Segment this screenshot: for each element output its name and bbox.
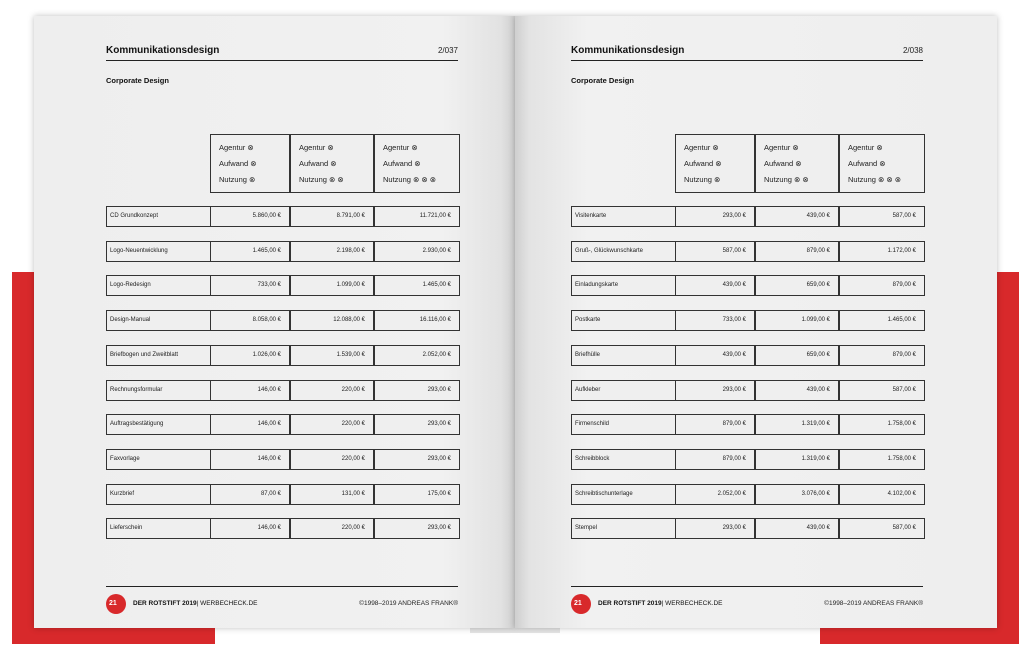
price-value: 293,00 € [427, 421, 451, 428]
price-value: 293,00 € [722, 213, 746, 219]
table-row [571, 310, 923, 331]
price-cell-2 [755, 449, 839, 470]
price-value: 220,00 € [341, 421, 365, 428]
price-value: 587,00 € [722, 247, 746, 254]
cover-red-band-right [997, 272, 1019, 644]
price-cell-2 [755, 518, 839, 539]
package-header-1 [675, 134, 755, 193]
footer-rule [106, 586, 458, 587]
rotstift-logo: 21 [571, 594, 591, 614]
package-line: Aufwand ⊗ [219, 159, 257, 168]
row-label-cell [571, 241, 677, 262]
page-number: 2/038 [902, 46, 923, 55]
table-row [106, 518, 458, 539]
price-value: 2.930,00 € [422, 247, 451, 254]
table-row [106, 275, 458, 296]
price-cell-3 [374, 345, 460, 366]
table-row [106, 345, 458, 366]
package-line: Nutzung ⊗ ⊗ [299, 175, 344, 184]
price-cell-1 [210, 206, 290, 227]
price-cell-1 [210, 310, 290, 331]
price-value: 659,00 € [806, 282, 830, 289]
row-label-cell [106, 484, 212, 505]
price-value: 733,00 € [722, 317, 746, 324]
package-line: Nutzung ⊗ [219, 175, 256, 184]
row-label: Faxvorlage [110, 455, 140, 462]
price-value: 1.319,00 € [801, 421, 830, 428]
row-label-cell [106, 275, 212, 296]
package-line: Aufwand ⊗ [299, 159, 337, 168]
price-value: 1.465,00 € [887, 317, 916, 324]
price-cell-3 [374, 449, 460, 470]
package-line: Agentur ⊗ [219, 143, 254, 152]
price-cell-3 [839, 484, 925, 505]
price-cell-3 [839, 449, 925, 470]
price-cell-2 [755, 206, 839, 227]
table-row [106, 380, 458, 401]
price-value: 879,00 € [722, 455, 746, 462]
price-value: 439,00 € [806, 525, 830, 532]
price-value: 146,00 € [257, 386, 281, 393]
price-cell-1 [210, 380, 290, 401]
price-value: 879,00 € [722, 421, 746, 428]
price-value: 2.198,00 € [336, 247, 365, 254]
section-subtitle: Corporate Design [571, 76, 634, 85]
price-value: 879,00 € [806, 247, 830, 254]
price-cell-1 [210, 414, 290, 435]
row-label: Lieferschein [110, 525, 143, 532]
price-cell-1 [210, 345, 290, 366]
price-cell-2 [290, 241, 374, 262]
row-label: Schreibtischunterlage [575, 490, 633, 497]
price-cell-1 [675, 380, 755, 401]
price-cell-3 [374, 380, 460, 401]
row-label: Auftragsbestätigung [110, 421, 164, 428]
row-label-cell [571, 310, 677, 331]
row-label-cell [571, 414, 677, 435]
price-value: 293,00 € [427, 455, 451, 462]
price-cell-2 [290, 275, 374, 296]
package-line: Agentur ⊗ [299, 143, 334, 152]
price-value: 2.052,00 € [717, 490, 746, 497]
table-row [571, 380, 923, 401]
price-value: 1.758,00 € [887, 421, 916, 428]
price-cell-1 [675, 345, 755, 366]
price-cell-1 [210, 275, 290, 296]
table-row [571, 275, 923, 296]
row-label: Visitenkarte [575, 213, 607, 219]
price-cell-1 [210, 241, 290, 262]
price-value: 5.860,00 € [252, 213, 281, 219]
price-cell-3 [374, 414, 460, 435]
price-cell-2 [290, 345, 374, 366]
price-value: 879,00 € [892, 282, 916, 289]
price-cell-1 [675, 518, 755, 539]
rotstift-logo: 21 [106, 594, 126, 614]
price-value: 587,00 € [892, 213, 916, 219]
row-label: Firmenschild [575, 421, 610, 428]
price-value: 879,00 € [892, 351, 916, 358]
price-value: 220,00 € [341, 455, 365, 462]
price-value: 1.319,00 € [801, 455, 830, 462]
package-line: Aufwand ⊗ [684, 159, 722, 168]
price-value: 16.116,00 € [419, 317, 451, 324]
row-label: Stempel [575, 525, 598, 532]
cover-red-band-bottom-right [820, 628, 1019, 644]
row-label: Aufkleber [575, 386, 601, 393]
table-row [106, 449, 458, 470]
price-value: 1.465,00 € [422, 282, 451, 289]
package-line: Agentur ⊗ [848, 143, 883, 152]
page-header [106, 44, 458, 61]
row-label-cell [571, 206, 677, 227]
row-label: Schreibblock [575, 455, 610, 462]
row-label-cell [106, 518, 212, 539]
price-value: 439,00 € [722, 282, 746, 289]
price-value: 2.052,00 € [422, 351, 451, 358]
price-value: 1.026,00 € [252, 351, 281, 358]
package-line: Nutzung ⊗ ⊗ [764, 175, 809, 184]
package-line: Nutzung ⊗ ⊗ ⊗ [383, 175, 437, 184]
row-label-cell [571, 484, 677, 505]
row-label-cell [571, 275, 677, 296]
price-value: 8.791,00 € [336, 213, 365, 219]
row-label-cell [571, 449, 677, 470]
price-cell-1 [675, 484, 755, 505]
price-cell-3 [374, 518, 460, 539]
table-row [571, 206, 923, 227]
price-cell-2 [755, 310, 839, 331]
price-cell-2 [755, 241, 839, 262]
table-row [106, 206, 458, 227]
price-cell-2 [755, 380, 839, 401]
price-value: 3.076,00 € [801, 490, 830, 497]
cover-red-band-bottom-left [12, 628, 215, 644]
price-cell-1 [675, 275, 755, 296]
row-label: Kurzbrief [110, 490, 135, 497]
package-line: Agentur ⊗ [764, 143, 799, 152]
price-cell-1 [675, 206, 755, 227]
price-cell-3 [839, 310, 925, 331]
footer-copyright: ©1998–2019 ANDREAS FRANK® [359, 600, 458, 607]
row-label: Logo-Neuentwicklung [110, 247, 168, 254]
package-line: Aufwand ⊗ [383, 159, 421, 168]
row-label-cell [106, 345, 212, 366]
price-cell-2 [290, 206, 374, 227]
package-line: Nutzung ⊗ [684, 175, 721, 184]
footer-rule [571, 586, 923, 587]
price-value: 439,00 € [806, 213, 830, 219]
price-value: 220,00 € [341, 525, 365, 532]
left-page [34, 16, 515, 628]
price-cell-1 [675, 449, 755, 470]
package-header-3 [839, 134, 925, 193]
table-row [571, 518, 923, 539]
package-line: Aufwand ⊗ [848, 159, 886, 168]
package-line: Nutzung ⊗ ⊗ ⊗ [848, 175, 902, 184]
price-value: 439,00 € [722, 351, 746, 358]
price-cell-1 [675, 241, 755, 262]
price-cell-2 [755, 484, 839, 505]
price-value: 659,00 € [806, 351, 830, 358]
price-cell-3 [374, 275, 460, 296]
price-cell-3 [839, 241, 925, 262]
table-row [106, 484, 458, 505]
row-label-cell [106, 414, 212, 435]
price-value: 733,00 € [257, 282, 281, 289]
price-value: 146,00 € [257, 421, 281, 428]
price-value: 1.539,00 € [336, 351, 365, 358]
table-row [106, 414, 458, 435]
price-cell-3 [839, 275, 925, 296]
table-row [571, 414, 923, 435]
price-value: 4.102,00 € [887, 490, 916, 497]
package-header-2 [290, 134, 374, 193]
table-row [571, 484, 923, 505]
row-label: Postkarte [575, 317, 601, 324]
price-value: 1.099,00 € [336, 282, 365, 289]
price-cell-3 [374, 206, 460, 227]
price-value: 146,00 € [257, 455, 281, 462]
price-cell-2 [755, 345, 839, 366]
price-value: 175,00 € [427, 490, 451, 497]
row-label: Rechnungsformular [110, 386, 163, 393]
row-label: Logo-Redesign [110, 282, 151, 289]
row-label: Einladungskarte [575, 282, 619, 289]
price-cell-2 [290, 414, 374, 435]
footer-copyright: ©1998–2019 ANDREAS FRANK® [824, 600, 923, 607]
table-row [106, 310, 458, 331]
row-label-cell [571, 345, 677, 366]
price-cell-1 [210, 484, 290, 505]
row-label: Design-Manual [110, 317, 151, 324]
price-value: 11.721,00 € [419, 213, 451, 219]
price-cell-3 [839, 345, 925, 366]
table-row [571, 345, 923, 366]
price-value: 293,00 € [427, 386, 451, 393]
price-value: 293,00 € [722, 386, 746, 393]
price-value: 587,00 € [892, 525, 916, 532]
cover-red-band-left [12, 272, 34, 644]
row-label-cell [106, 206, 212, 227]
price-cell-2 [290, 518, 374, 539]
page-title: Kommunikationsdesign [571, 45, 685, 56]
price-value: 1.099,00 € [801, 317, 830, 324]
right-page [515, 16, 997, 628]
package-line: Agentur ⊗ [684, 143, 719, 152]
table-row [106, 241, 458, 262]
price-cell-3 [374, 484, 460, 505]
row-label: Briefhülle [575, 351, 601, 358]
price-cell-1 [675, 414, 755, 435]
row-label-cell [571, 380, 677, 401]
row-label: CD Grundkonzept [110, 213, 159, 219]
section-subtitle: Corporate Design [106, 76, 169, 85]
price-value: 87,00 € [260, 490, 281, 497]
price-value: 220,00 € [341, 386, 365, 393]
footer-brand: DER ROTSTIFT 2019| WERBECHECK.DE [598, 600, 723, 607]
price-cell-2 [290, 380, 374, 401]
row-label: Briefbogen und Zweitblatt [110, 351, 179, 358]
price-cell-1 [210, 449, 290, 470]
price-cell-3 [839, 380, 925, 401]
row-label-cell [106, 241, 212, 262]
price-cell-2 [290, 484, 374, 505]
price-value: 293,00 € [427, 525, 451, 532]
row-label-cell [106, 310, 212, 331]
price-value: 587,00 € [892, 386, 916, 393]
price-cell-1 [210, 518, 290, 539]
page-title: Kommunikationsdesign [106, 45, 220, 56]
price-value: 146,00 € [257, 525, 281, 532]
price-value: 439,00 € [806, 386, 830, 393]
price-cell-3 [839, 206, 925, 227]
price-cell-1 [675, 310, 755, 331]
price-cell-3 [374, 310, 460, 331]
price-cell-2 [290, 449, 374, 470]
price-value: 12.088,00 € [333, 317, 365, 324]
footer-brand: DER ROTSTIFT 2019| WERBECHECK.DE [133, 600, 258, 607]
package-header-1 [210, 134, 290, 193]
row-label: Gruß-, Glückwunschkarte [575, 247, 644, 254]
page-header [571, 44, 923, 61]
row-label-cell [106, 449, 212, 470]
price-value: 8.058,00 € [252, 317, 281, 324]
price-cell-2 [290, 310, 374, 331]
package-header-2 [755, 134, 839, 193]
row-label-cell [571, 518, 677, 539]
table-row [571, 449, 923, 470]
price-value: 1.758,00 € [887, 455, 916, 462]
price-cell-3 [839, 414, 925, 435]
price-cell-3 [374, 241, 460, 262]
package-line: Agentur ⊗ [383, 143, 418, 152]
price-value: 131,00 € [341, 490, 365, 497]
price-cell-2 [755, 275, 839, 296]
price-value: 293,00 € [722, 525, 746, 532]
price-value: 1.172,00 € [887, 247, 916, 254]
package-header-3 [374, 134, 460, 193]
table-row [571, 241, 923, 262]
page-number: 2/037 [437, 46, 458, 55]
package-line: Aufwand ⊗ [764, 159, 802, 168]
price-value: 1.465,00 € [252, 247, 281, 254]
price-cell-3 [839, 518, 925, 539]
price-cell-2 [755, 414, 839, 435]
row-label-cell [106, 380, 212, 401]
